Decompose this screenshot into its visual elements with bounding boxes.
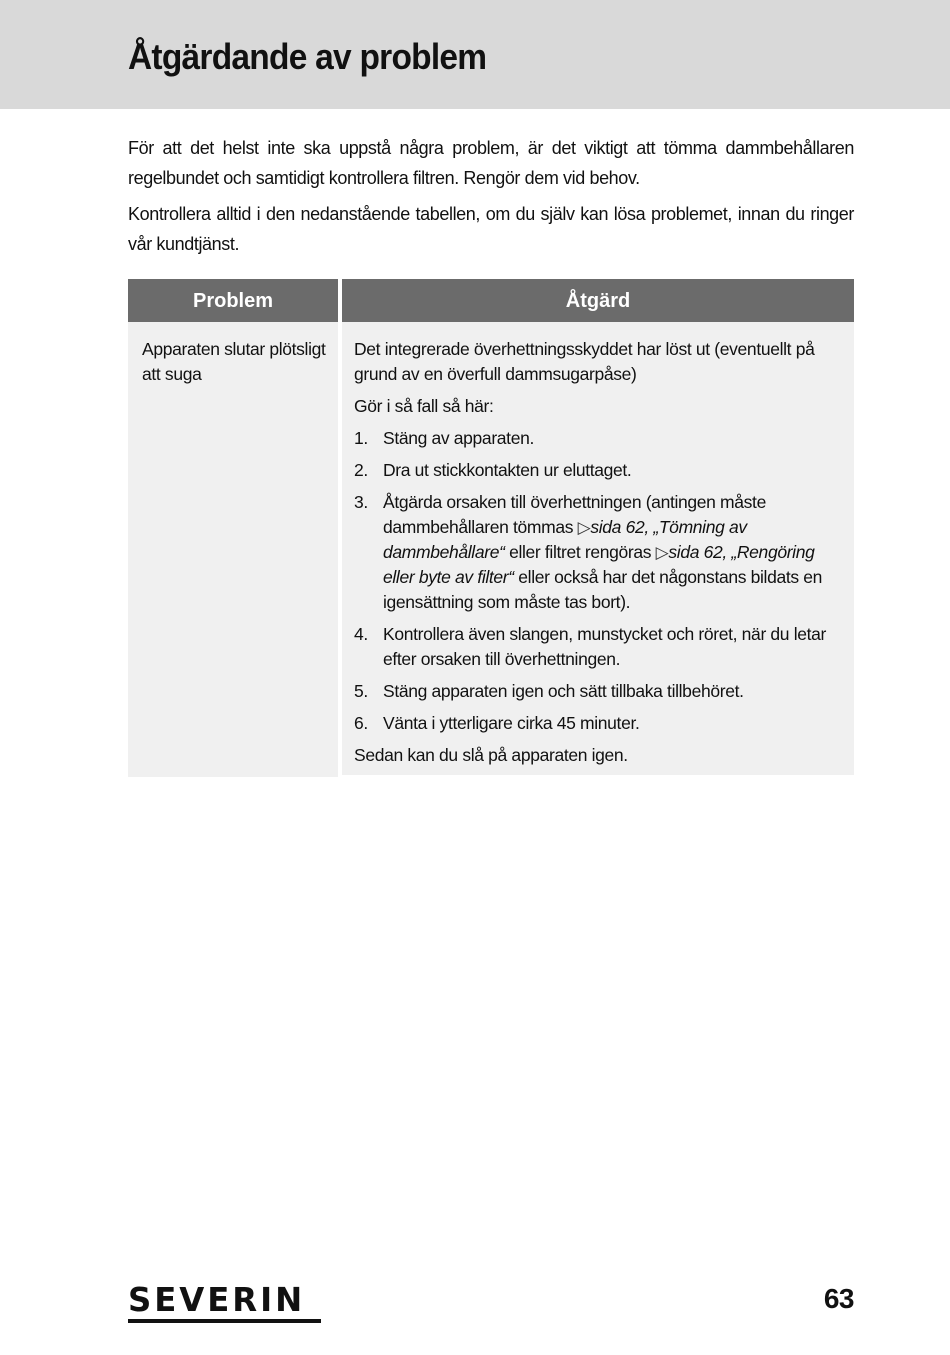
step-number: 4. xyxy=(354,624,368,644)
severin-logo xyxy=(128,1281,321,1325)
page-reference-arrow-icon: ▷ xyxy=(577,518,591,537)
page-reference-arrow-icon: ▷ xyxy=(655,543,669,562)
action-intro: Det integrerade överhettningsskyddet har löst ut (eventuellt på grund av en överfull dammsugarpåse) xyxy=(354,339,815,384)
intro-text xyxy=(128,133,854,265)
action-outro: Sedan kan du slå på apparaten igen. xyxy=(354,745,628,765)
table-header-problem: Problem xyxy=(128,279,338,325)
step-text: Stäng apparaten igen och sätt tillbaka tillbehöret. xyxy=(383,681,744,701)
table-header-action: Åtgärd xyxy=(342,279,854,325)
list-item xyxy=(354,458,842,483)
table-cell-action xyxy=(342,325,854,775)
step-text: Åtgärda orsaken till överhettningen (antingen måste dammbehållaren tömmas xyxy=(383,492,766,537)
list-item xyxy=(354,679,842,704)
step-number: 6. xyxy=(354,713,368,733)
page-reference: sida 62, „Rengöring eller byte av filter“ xyxy=(383,542,815,587)
list-item xyxy=(354,490,842,615)
step-text: Kontrollera även slangen, munstycket och röret, när du letar efter orsaken till överhettningen. xyxy=(383,624,826,669)
list-item xyxy=(354,711,842,736)
intro-paragraph: Kontrollera alltid i den nedanstående tabellen, om du själv kan lösa problemet, innan du ringer vår kundtjänst. xyxy=(128,204,854,254)
step-text: Dra ut stickkontakten ur eluttaget. xyxy=(383,460,632,480)
page-reference: sida 62, „Tömning av dammbehållare“ xyxy=(383,517,747,562)
brand-wordmark: SEVERIN xyxy=(128,1280,306,1319)
action-steps-list xyxy=(354,426,842,736)
problem-text: Apparaten slutar plötsligt att suga xyxy=(142,339,326,384)
page-title: Åtgärdande av problem xyxy=(128,36,487,77)
step-text: Vänta i ytterligare cirka 45 minuter. xyxy=(383,713,640,733)
step-number: 5. xyxy=(354,681,368,701)
step-text: eller också har det någonstans bildats en igensättning som måste tas bort). xyxy=(383,567,823,612)
page-number: 63 xyxy=(823,1283,854,1314)
step-number: 3. xyxy=(354,492,368,512)
logo-underline xyxy=(128,1319,321,1323)
table-cell-problem xyxy=(128,325,338,777)
list-item xyxy=(354,622,842,672)
step-text: eller filtret rengöras xyxy=(504,542,656,562)
list-item xyxy=(354,426,842,451)
step-text: Stäng av apparaten. xyxy=(383,428,534,448)
intro-paragraph: För att det helst inte ska uppstå några problem, är det viktigt att tömma dammbehållaren regelbundet och samtidigt kontrollera filtren. Rengör dem vid behov. xyxy=(128,138,854,188)
step-number: 1. xyxy=(354,428,368,448)
step-number: 2. xyxy=(354,460,368,480)
action-lead: Gör i så fall så här: xyxy=(354,396,494,416)
